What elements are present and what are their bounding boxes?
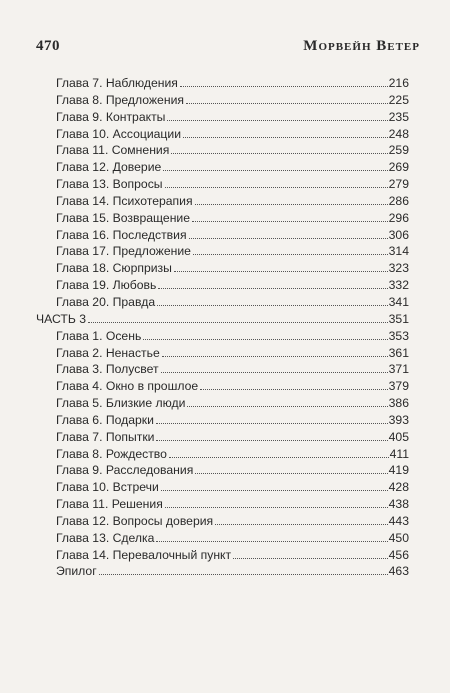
dot-leader (183, 136, 388, 138)
toc-entry (36, 429, 409, 446)
toc-entry-page: 371 (388, 362, 409, 377)
toc-entry-title: Глава 11. Решения (56, 497, 163, 512)
toc-entry (36, 294, 409, 311)
toc-entry-title: Глава 3. Полусвет (56, 362, 159, 377)
toc-entry-page: 269 (388, 160, 409, 175)
toc-entry (36, 193, 409, 210)
toc-entry-title: Глава 12. Доверие (56, 160, 162, 175)
dot-leader (157, 304, 387, 306)
toc-entry-title: Глава 10. Ассоциации (56, 126, 182, 141)
page-number: 470 (36, 38, 60, 54)
dot-leader (187, 405, 387, 407)
toc-entry-title: Глава 15. Возвращение (56, 210, 191, 225)
dot-leader (171, 152, 387, 154)
toc-entry-title: Глава 13. Вопросы (56, 177, 163, 192)
toc-entry-page: 428 (388, 480, 409, 495)
toc-entry-title: Глава 13. Сделка (56, 530, 155, 545)
toc-entry-title: Глава 14. Психотерапия (56, 193, 193, 208)
dot-leader (167, 119, 387, 121)
dot-leader (195, 203, 388, 205)
dot-leader (180, 85, 388, 87)
toc-entry-page: 314 (388, 244, 409, 259)
toc-entry (36, 92, 409, 109)
dot-leader (165, 186, 388, 188)
toc-entry-title: Глава 16. Последствия (56, 227, 187, 242)
toc-entry-title: Глава 4. Окно в прошлое (56, 379, 199, 394)
dot-leader (88, 321, 388, 323)
toc-entry-page: 279 (388, 177, 409, 192)
dot-leader (186, 102, 388, 104)
toc-entry (36, 227, 409, 244)
toc-entry-page: 216 (388, 76, 409, 90)
toc-entry (36, 446, 409, 463)
toc-entry-title: ЧАСТЬ 3 (36, 311, 86, 326)
toc-entry-title: Глава 5. Близкие люди (56, 396, 186, 411)
toc-entry (36, 277, 409, 294)
toc-entry-title: Глава 7. Наблюдения (56, 76, 178, 90)
toc-entry-title: Глава 10. Встречи (56, 480, 159, 495)
toc-entry-page: 235 (388, 109, 409, 124)
toc-entry (36, 513, 409, 530)
dot-leader (174, 270, 388, 272)
toc-entry-page: 386 (388, 396, 409, 411)
toc-entry-page: 405 (388, 429, 409, 444)
toc-entry (36, 142, 409, 159)
dot-leader (99, 573, 388, 575)
toc-entry-page: 286 (388, 193, 409, 208)
dot-leader (156, 422, 388, 424)
toc-entry-title: Глава 9. Контракты (56, 109, 166, 124)
dot-leader (156, 540, 387, 542)
toc-entry (36, 345, 409, 362)
toc-entry-title: Глава 9. Расследования (56, 463, 194, 478)
toc-part-heading (36, 311, 409, 328)
toc-entry-title: Глава 20. Правда (56, 294, 156, 309)
dot-leader (193, 253, 388, 255)
toc-entry-title: Глава 11. Сомнения (56, 143, 170, 158)
toc-entry-title: Глава 8. Рождество (56, 446, 167, 461)
dot-leader (162, 355, 388, 357)
toc-entry-page: 419 (388, 463, 409, 478)
toc-entry-page: 411 (389, 446, 409, 461)
toc-entry-page: 296 (388, 210, 409, 225)
toc-entry-page: 259 (388, 143, 409, 158)
toc-entry (36, 563, 409, 580)
dot-leader (161, 371, 388, 373)
toc-entry-page: 379 (388, 379, 409, 394)
toc-entry-page: 341 (388, 294, 409, 309)
toc-entry (36, 75, 409, 92)
toc-entry (36, 496, 409, 513)
toc-entry (36, 176, 409, 193)
dot-leader (233, 557, 388, 559)
toc-entry (36, 243, 409, 260)
toc-entry (36, 412, 409, 429)
page-header (36, 38, 420, 58)
toc-entry-page: 353 (388, 328, 409, 343)
toc-entry-title: Глава 2. Ненастье (56, 345, 160, 360)
toc-entry-title: Глава 14. Перевалочный пункт (56, 547, 232, 562)
toc-entry-page: 450 (388, 530, 409, 545)
running-title: Морвейн Ветер (303, 38, 420, 54)
toc-entry (36, 126, 409, 143)
toc-entry (36, 547, 409, 564)
toc-entry-title: Глава 1. Осень (56, 328, 142, 343)
toc-entry-page: 456 (388, 547, 409, 562)
dot-leader (195, 472, 387, 474)
toc-entry-page: 248 (388, 126, 409, 141)
dot-leader (165, 506, 388, 508)
toc-entry (36, 159, 409, 176)
dot-leader (200, 388, 387, 390)
toc-entry-title: Глава 7. Попытки (56, 429, 155, 444)
toc-entry-page: 393 (388, 412, 409, 427)
toc-entry-title: Глава 8. Предложения (56, 92, 184, 107)
toc-entry-title: Глава 12. Вопросы доверия (56, 513, 214, 528)
toc-entry-page: 463 (388, 564, 409, 579)
toc-entry-title: Глава 6. Подарки (56, 412, 154, 427)
toc-entry-title: Глава 19. Любовь (56, 278, 157, 293)
toc-entry (36, 462, 409, 479)
toc-entry (36, 378, 409, 395)
toc-entry (36, 395, 409, 412)
dot-leader (143, 338, 387, 340)
toc-entry (36, 328, 409, 345)
dot-leader (192, 220, 388, 222)
toc-entry-title: Глава 18. Сюрпризы (56, 261, 172, 276)
toc-entry (36, 530, 409, 547)
toc-entry-page: 438 (388, 497, 409, 512)
toc-entry-page: 351 (388, 311, 409, 326)
toc-entry-page: 323 (388, 261, 409, 276)
dot-leader (169, 456, 389, 458)
toc-entry-page: 443 (388, 513, 409, 528)
toc-entry-title: Эпилог (56, 564, 97, 579)
toc-entry-page: 225 (388, 92, 409, 107)
dot-leader (161, 489, 388, 491)
toc-entry-page: 306 (388, 227, 409, 242)
toc-entry (36, 361, 409, 378)
dot-leader (189, 237, 388, 239)
toc-entry (36, 479, 409, 496)
dot-leader (158, 287, 387, 289)
table-of-contents (36, 75, 409, 580)
toc-entry-page: 332 (388, 278, 409, 293)
toc-entry (36, 109, 409, 126)
toc-entry (36, 210, 409, 227)
toc-entry-title: Глава 17. Предложение (56, 244, 191, 259)
dot-leader (156, 439, 387, 441)
dot-leader (163, 169, 387, 171)
toc-entry (36, 260, 409, 277)
toc-entry-page: 361 (388, 345, 409, 360)
dot-leader (215, 523, 388, 525)
